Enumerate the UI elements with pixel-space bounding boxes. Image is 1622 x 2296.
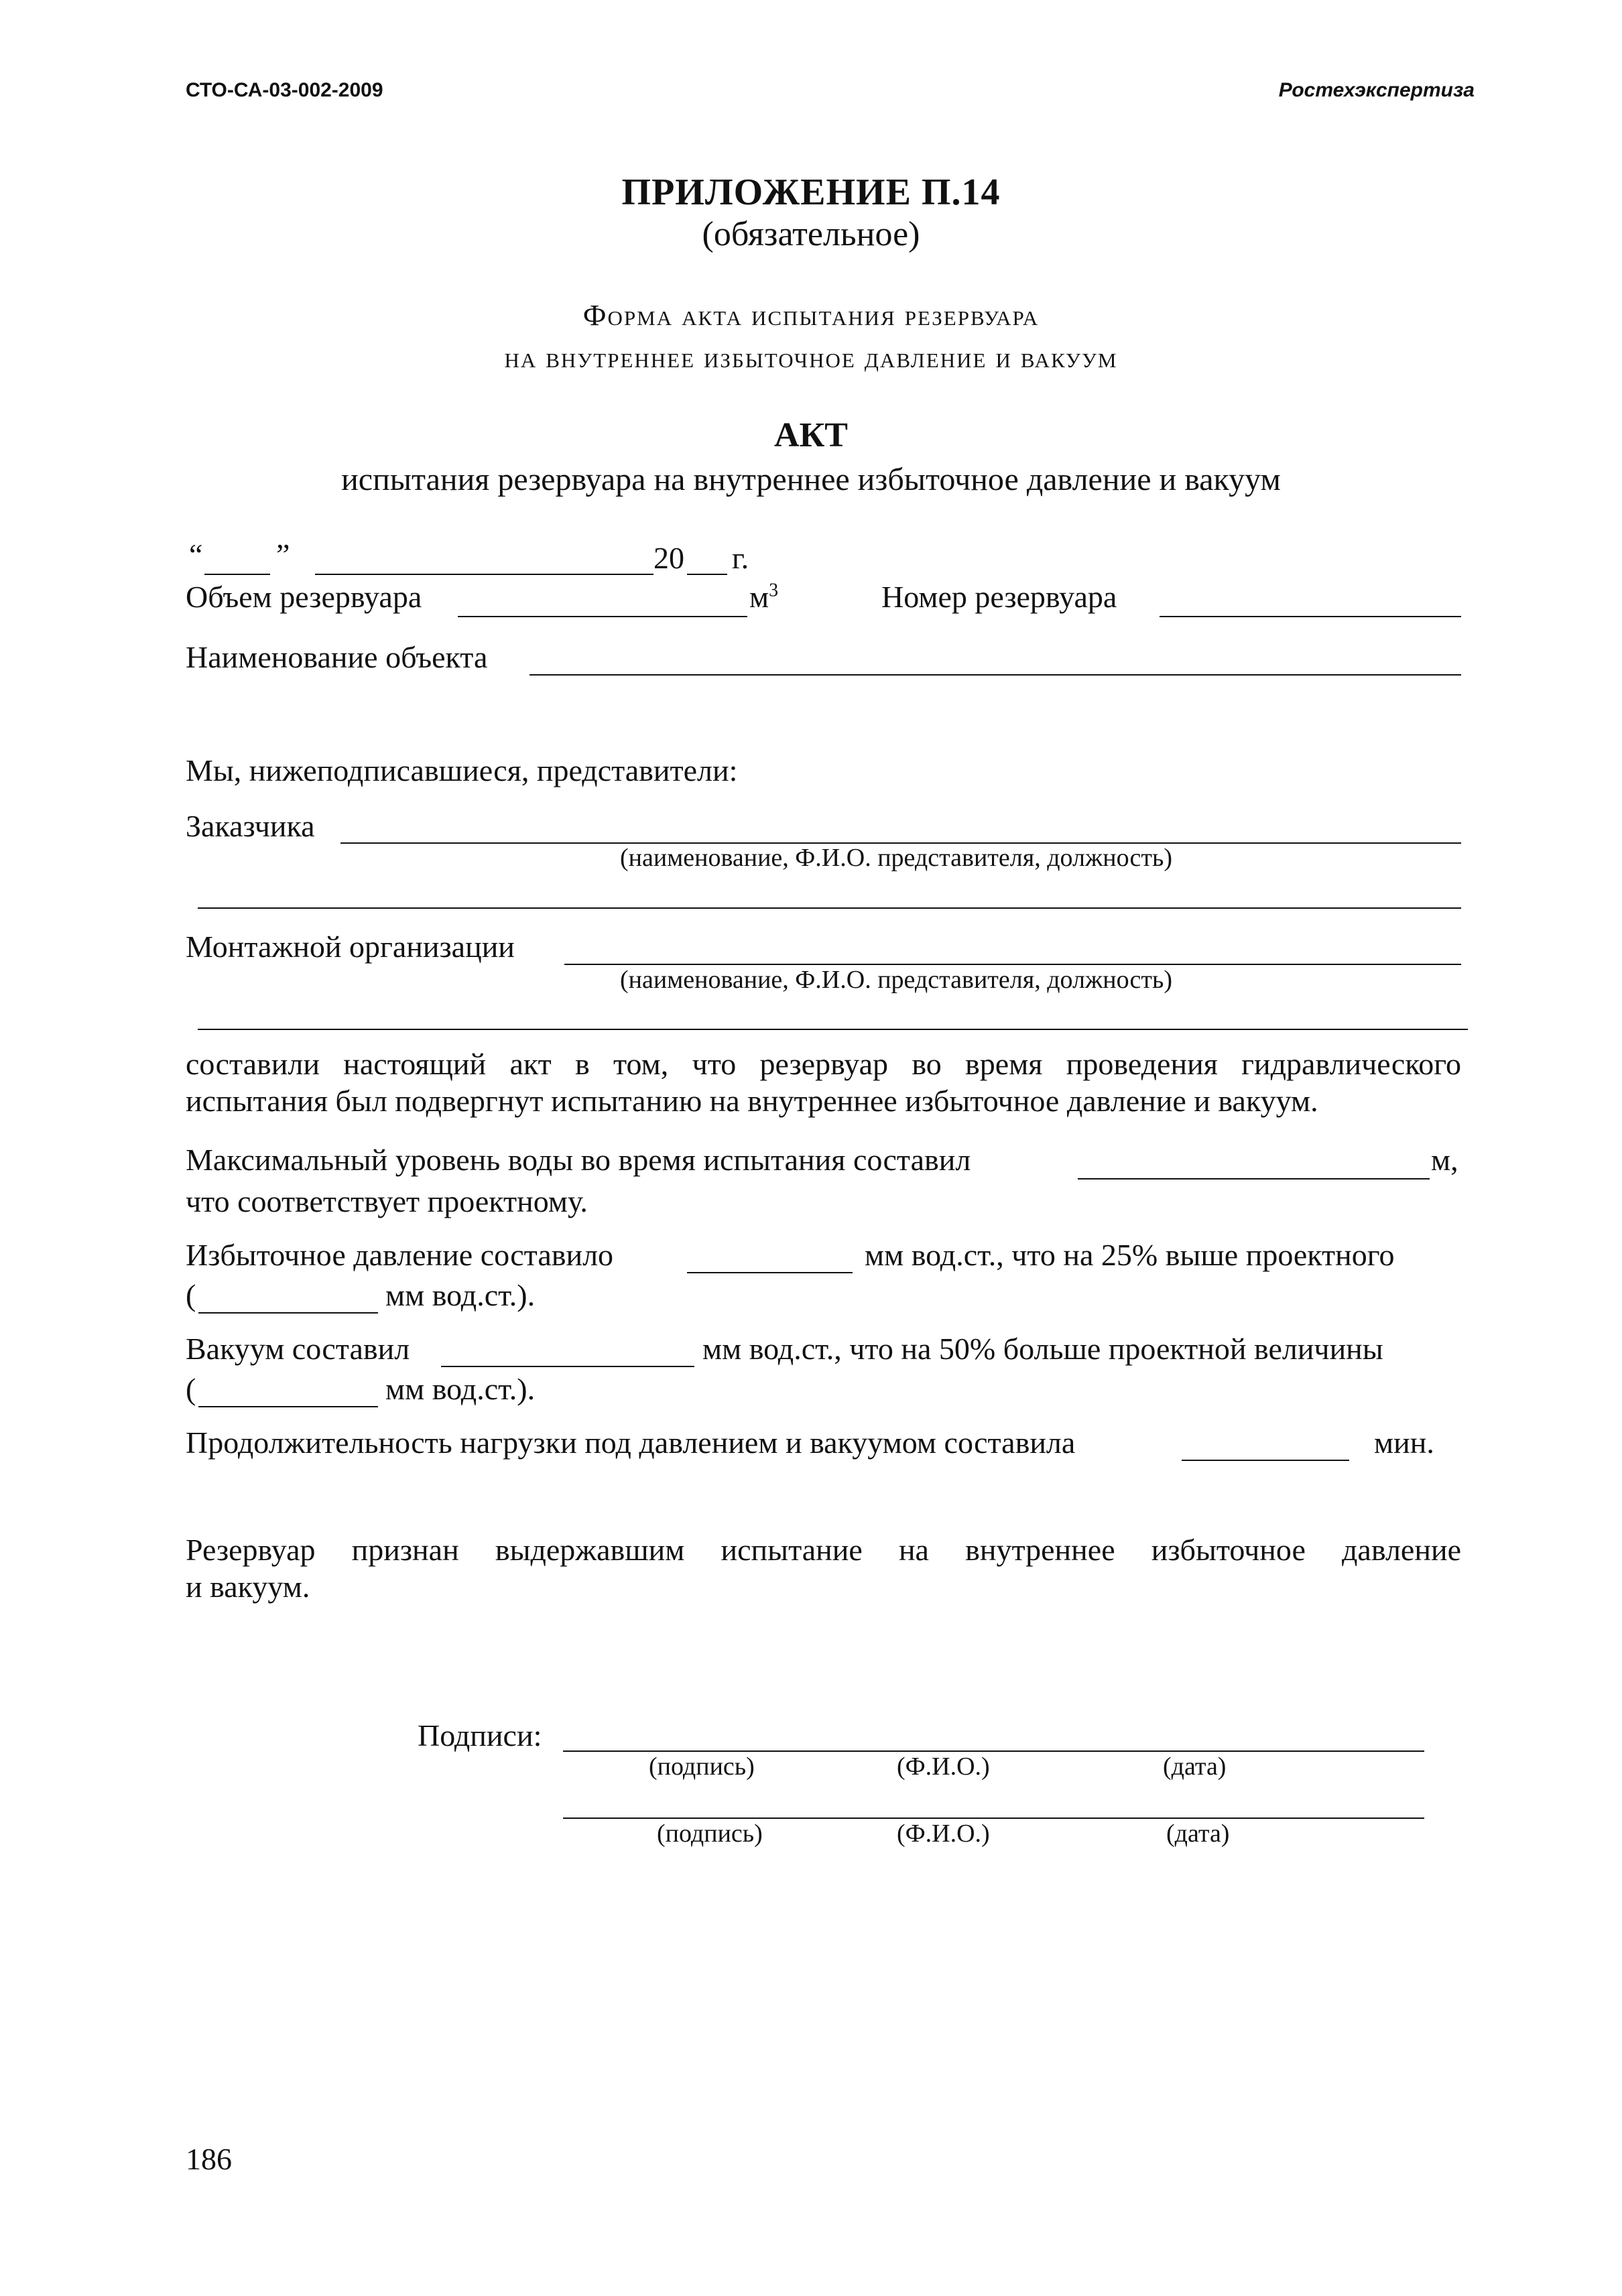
installer-field-line-2[interactable] [198,1029,1468,1030]
overpressure-design-open: ( [186,1278,196,1312]
overpressure-text: мм вод.ст., что на 25% выше проектного [865,1238,1395,1272]
publisher-name: Ростехэкспертиза [1278,79,1475,101]
akt-subtitle: испытания резервуара на внутреннее избыточное давление и вакуум [341,462,1281,497]
page-number: 186 [186,2142,232,2176]
duration-field[interactable] [1182,1460,1349,1461]
overpressure-field[interactable] [687,1272,853,1273]
customer-label: Заказчика [186,809,315,843]
water-level-note: что соответствует проектному. [186,1184,588,1218]
conclusion [186,1531,1461,1605]
appendix-title: ПРИЛОЖЕНИЕ П.14 [621,172,1001,213]
vacuum-field[interactable] [441,1366,694,1367]
signature-1-date-caption: (дата) [1163,1752,1227,1781]
signature-1-name-caption: (Ф.И.О.) [897,1752,990,1781]
volume-field[interactable] [458,616,747,617]
tank-number-field[interactable] [1160,616,1461,617]
volume-unit: $м^3$ [749,580,779,614]
installer-caption: (наименование, Ф.И.О. представителя, должность) [620,966,1173,994]
signature-2-date-caption: (дата) [1166,1820,1230,1848]
overpressure-label: Избыточное давление составило [186,1238,614,1272]
day-field[interactable] [204,574,270,575]
conclusion-line-1: Резервуар признан выдержавшим испытание на внутреннее избыточное давление [186,1533,1461,1567]
act-statement [186,1045,1461,1119]
date-close-quote: ” [276,537,290,572]
year-prefix: 20 [653,541,684,575]
duration-label: Продолжительность нагрузки под давлением и вакуумом составила [186,1425,1076,1460]
year-suffix: г. [732,541,749,575]
conclusion-line-2: и вакуум. [186,1570,310,1604]
date-open-quote: “ [189,537,203,572]
appendix-status: (обязательное) [702,215,920,253]
volume-label: Объем резервуара [186,580,422,614]
akt-heading: АКТ [774,416,848,454]
act-statement-line-2: испытания был подвергнут испытанию на внутреннее избыточное давление и вакуум. [186,1084,1318,1119]
signature-2-name-caption: (Ф.И.О.) [897,1820,990,1848]
act-statement-line-1: составили настоящий акт в том, что резервуар во время проведения гидравлического [186,1047,1461,1081]
vacuum-text: мм вод.ст., что на 50% больше проектной величины [702,1332,1383,1366]
vacuum-label: Вакуум составил [186,1332,410,1366]
object-name-label: Наименование объекта [186,640,488,674]
water-level-unit: м, [1431,1143,1458,1177]
object-name-field[interactable] [529,674,1461,676]
month-field[interactable] [315,574,653,575]
overpressure-design-field[interactable] [198,1312,378,1314]
signatures-label: Подписи: [418,1718,542,1752]
water-level-label: Максимальный уровень воды во время испытания составил [186,1143,971,1177]
duration-unit: мин. [1374,1425,1434,1460]
water-level-field[interactable] [1078,1178,1430,1179]
signature-1-caption: (подпись) [649,1752,755,1781]
vacuum-design-open: ( [186,1372,196,1406]
tank-number-label: Номер резервуара [881,580,1117,614]
document-code: СТО-СА-03-002-2009 [186,79,383,101]
representatives-intro: Мы, нижеподписавшиеся, представители: [186,753,738,787]
vacuum-design-unit: мм вод.ст.). [385,1372,536,1406]
overpressure-design-unit: мм вод.ст.). [385,1278,536,1312]
customer-caption: (наименование, Ф.И.О. представителя, должность) [620,844,1173,872]
vacuum-design-field[interactable] [198,1406,378,1407]
customer-field-line-2[interactable] [198,907,1461,909]
form-title-line-2: на внутреннее избыточное давление и вакуум [504,341,1118,374]
year-field[interactable] [687,574,727,575]
signature-2-caption: (подпись) [657,1820,763,1848]
form-title-line-1: Форма акта испытания резервуара [582,299,1040,332]
installer-label: Монтажной организации [186,930,515,964]
